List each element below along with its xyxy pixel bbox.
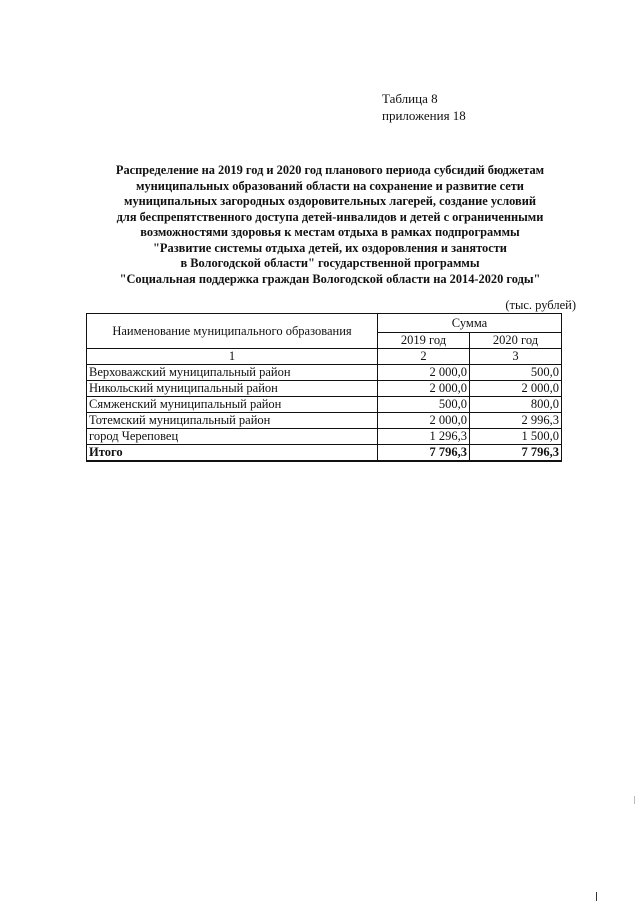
total-value-2020: 7 796,3 <box>470 445 562 462</box>
row-name: Сямженский муниципальный район <box>87 397 378 413</box>
column-numbers-row <box>87 349 562 365</box>
table-row <box>87 381 562 397</box>
total-row <box>87 445 562 462</box>
row-value-2020: 800,0 <box>470 397 562 413</box>
document-title <box>80 163 580 287</box>
column-number: 1 <box>87 349 378 365</box>
row-name: Тотемский муниципальный район <box>87 413 378 429</box>
row-value-2019: 2 000,0 <box>378 365 470 381</box>
title-line: муниципальных загородных оздоровительных лагерей, создание условий <box>124 194 536 208</box>
table-header-row <box>87 314 562 333</box>
title-line: "Социальная поддержка граждан Вологодской области на 2014-2020 годы" <box>119 271 541 286</box>
appendix-reference: приложения 18 <box>382 108 466 123</box>
table-row <box>87 429 562 445</box>
table-row <box>87 365 562 381</box>
row-value-2020: 2 000,0 <box>470 381 562 397</box>
column-number: 3 <box>470 349 562 365</box>
title-line: в Вологодской области" государственной программы <box>180 256 480 270</box>
column-header-2020: 2020 год <box>470 333 562 349</box>
row-value-2019: 2 000,0 <box>378 381 470 397</box>
row-value-2019: 500,0 <box>378 397 470 413</box>
column-header-name: Наименование муниципального образования <box>87 314 378 349</box>
title-line: "Развитие системы отдыха детей, их оздоровления и занятости <box>153 240 507 255</box>
title-line: возможностями здоровья к местам отдыха в рамках подпрограммы <box>140 225 520 239</box>
title-line: муниципальных образований области на сохранение и развитие сети <box>136 178 524 193</box>
column-number: 2 <box>378 349 470 365</box>
title-line: Распределение на 2019 год и 2020 год планового периода субсидий бюджетам <box>115 163 545 177</box>
row-value-2020: 1 500,0 <box>470 429 562 445</box>
units-label: (тыс. рублей) <box>505 298 576 312</box>
row-name: Верховажский муниципальный район <box>87 365 378 381</box>
scan-artifact <box>596 892 597 901</box>
total-label: Итого <box>87 445 378 462</box>
subsidy-table <box>86 313 562 462</box>
row-value-2020: 500,0 <box>470 365 562 381</box>
row-value-2019: 2 000,0 <box>378 413 470 429</box>
row-value-2020: 2 996,3 <box>470 413 562 429</box>
scan-artifact <box>634 796 635 804</box>
total-value-2019: 7 796,3 <box>378 445 470 462</box>
table-row <box>87 413 562 429</box>
table-row <box>87 397 562 413</box>
table-number: Таблица 8 <box>382 91 438 106</box>
row-value-2019: 1 296,3 <box>378 429 470 445</box>
column-header-sum: Сумма <box>378 314 562 333</box>
column-header-2019: 2019 год <box>378 333 470 349</box>
table-reference <box>382 90 466 124</box>
title-line: для беспрепятственного доступа детей-инвалидов и детей с ограниченными <box>116 209 544 224</box>
row-name: город Череповец <box>87 429 378 445</box>
row-name: Никольский муниципальный район <box>87 381 378 397</box>
